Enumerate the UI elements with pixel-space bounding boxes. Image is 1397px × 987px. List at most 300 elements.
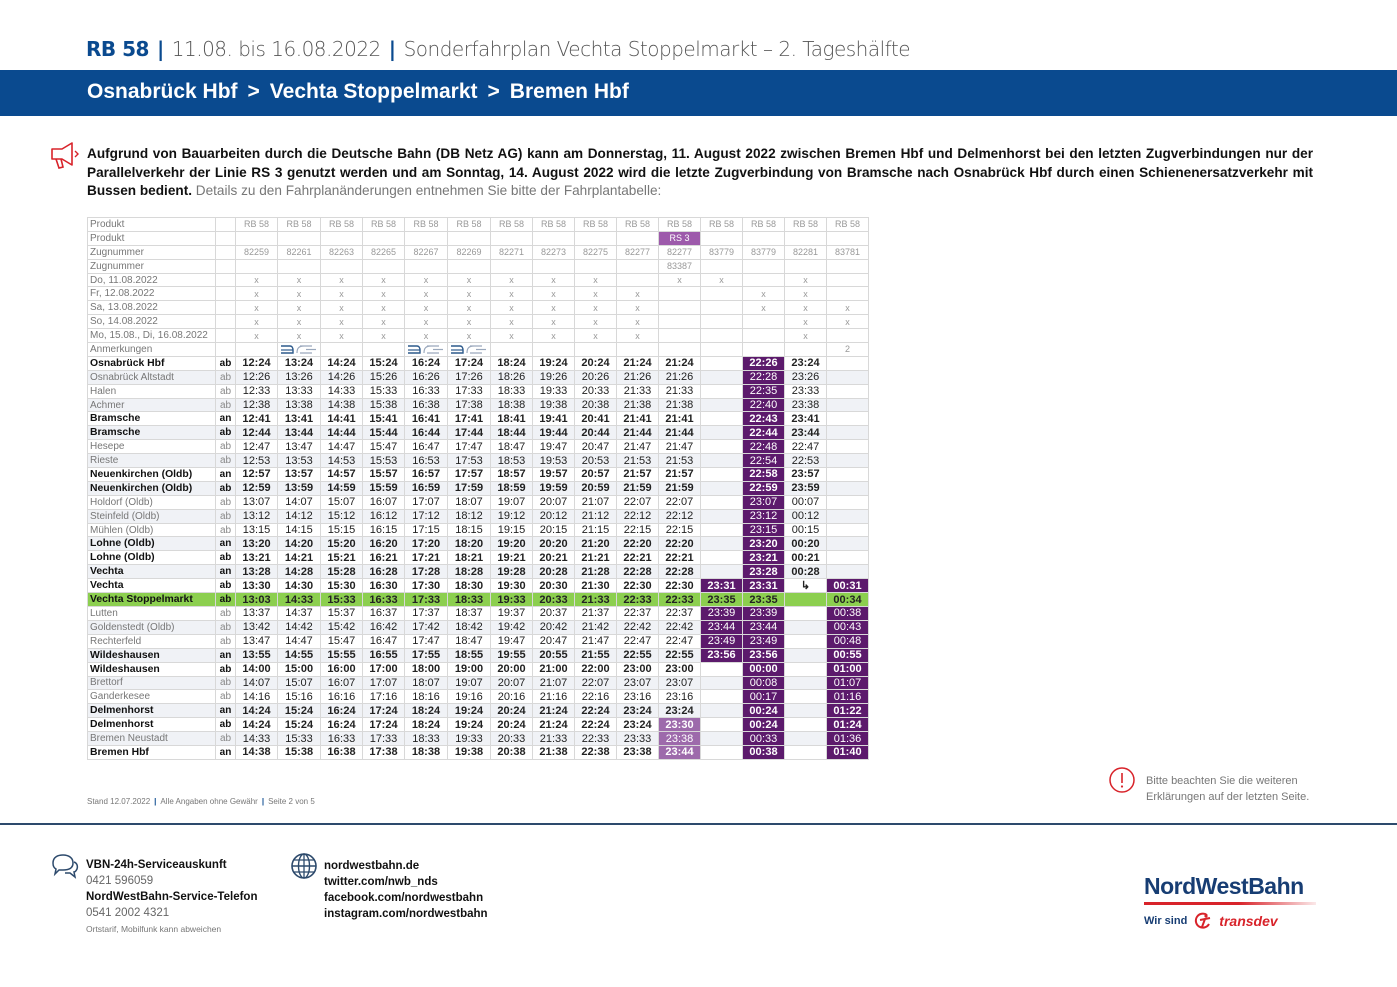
- meta-cell: x: [617, 329, 659, 343]
- time-cell: 19:33: [448, 732, 491, 746]
- link-website[interactable]: nordwestbahn.de: [324, 860, 420, 872]
- meta-cell: x: [491, 301, 533, 315]
- meta-cell: 2: [827, 343, 869, 357]
- time-cell: 23:24: [785, 356, 827, 370]
- stop-row: [88, 412, 869, 426]
- time-cell: 14:07: [236, 676, 278, 690]
- arr-dep-flag: ab: [216, 607, 236, 621]
- stop-name: Bremen Hbf: [88, 745, 216, 759]
- stop-row: [88, 398, 869, 412]
- time-cell: 23:56: [743, 648, 785, 662]
- meta-cell: [575, 343, 617, 357]
- stop-name: Vechta Stoppelmarkt: [88, 593, 216, 607]
- dir-cell: [216, 315, 236, 329]
- stop-name: Ganderkesee: [88, 690, 216, 704]
- meta-cell: x: [448, 287, 491, 301]
- time-cell: 00:08: [743, 676, 785, 690]
- time-cell: 23:56: [701, 648, 743, 662]
- meta-cell: RB 58: [617, 218, 659, 232]
- time-cell: 16:07: [321, 676, 363, 690]
- dir-cell: [216, 343, 236, 357]
- time-cell: 14:55: [278, 648, 321, 662]
- time-cell: 21:47: [617, 440, 659, 454]
- time-cell: 22:12: [659, 509, 701, 523]
- meta-cell: [236, 343, 278, 357]
- time-cell: 01:40: [827, 745, 869, 759]
- time-cell: [701, 551, 743, 565]
- link-facebook[interactable]: facebook.com/nordwestbahn: [324, 892, 484, 904]
- time-cell: 23:38: [617, 745, 659, 759]
- time-cell: [701, 704, 743, 718]
- time-cell: 12:44: [236, 426, 278, 440]
- meta-cell: [448, 231, 491, 245]
- time-cell: 18:59: [491, 481, 533, 495]
- stop-row: [88, 648, 869, 662]
- meta-cell: [278, 231, 321, 245]
- arr-dep-flag: ab: [216, 509, 236, 523]
- time-cell: 01:36: [827, 732, 869, 746]
- meta-cell: RB 58: [363, 218, 405, 232]
- stop-row: [88, 481, 869, 495]
- stop-row: [88, 440, 869, 454]
- time-cell: 18:24: [491, 356, 533, 370]
- meta-cell: x: [321, 287, 363, 301]
- time-cell: 20:33: [491, 732, 533, 746]
- time-cell: 14:33: [236, 732, 278, 746]
- time-cell: 20:15: [533, 523, 575, 537]
- disclaimer: Alle Angaben ohne Gewähr: [160, 797, 258, 806]
- route-arrow: >: [247, 80, 260, 103]
- time-cell: 13:41: [278, 412, 321, 426]
- stop-row: [88, 356, 869, 370]
- time-cell: 21:24: [617, 356, 659, 370]
- time-cell: 22:07: [617, 495, 659, 509]
- meta-cell: x: [405, 329, 448, 343]
- row-label: Mo, 15.08., Di, 16.08.2022: [88, 329, 216, 343]
- stop-name: Delmenhorst: [88, 718, 216, 732]
- time-cell: 17:42: [405, 620, 448, 634]
- service-phone[interactable]: 0541 2002 4321: [86, 907, 170, 919]
- time-cell: 00:20: [785, 537, 827, 551]
- meta-cell: RB 58: [575, 218, 617, 232]
- time-cell: 13:57: [278, 468, 321, 482]
- meta-cell: RB 58: [321, 218, 363, 232]
- time-cell: 12:53: [236, 454, 278, 468]
- time-cell: 17:00: [363, 662, 405, 676]
- time-cell: 15:24: [278, 704, 321, 718]
- time-cell: 23:49: [743, 634, 785, 648]
- meta-cell: [321, 259, 363, 273]
- meta-row: [88, 315, 869, 329]
- time-cell: 00:28: [785, 565, 827, 579]
- time-cell: 21:41: [617, 412, 659, 426]
- meta-cell: x: [491, 287, 533, 301]
- time-cell: 22:55: [617, 648, 659, 662]
- row-label: Produkt: [88, 218, 216, 232]
- time-cell: 16:20: [363, 537, 405, 551]
- meta-cell: [491, 343, 533, 357]
- time-cell: 14:53: [321, 454, 363, 468]
- stop-name: Lohne (Oldb): [88, 551, 216, 565]
- arr-dep-flag: an: [216, 648, 236, 662]
- time-cell: 00:43: [827, 620, 869, 634]
- time-cell: 21:41: [659, 412, 701, 426]
- stop-name: Brettorf: [88, 676, 216, 690]
- meta-separator: |: [261, 797, 265, 806]
- time-cell: [701, 412, 743, 426]
- time-cell: 14:37: [278, 607, 321, 621]
- time-cell: 15:42: [321, 620, 363, 634]
- time-cell: 20:26: [575, 370, 617, 384]
- time-cell: 13:38: [278, 398, 321, 412]
- time-cell: 22:15: [659, 523, 701, 537]
- meta-cell: x: [575, 315, 617, 329]
- notice-text: Aufgrund von Bauarbeiten durch die Deutsche Bahn (DB Netz AG) kann am Donnerstag, 11. August 2022 zwischen Bremen Hbf und Delmenhorst bei den letzten Zugverbindungen nur der Parallelverkehr der Linie RS 3 genutzt werden und am Sonntag, 14. August 2022 wird die letzte Zugverbindung von Bramsche nach Osnabrück Hbf durch einen Schienenersatzverkehr mit Bussen bedient.: [87, 146, 1313, 198]
- stop-name: Holdorf (Oldb): [88, 495, 216, 509]
- arr-dep-flag: ab: [216, 523, 236, 537]
- arr-dep-flag: ab: [216, 426, 236, 440]
- arr-dep-flag: ab: [216, 620, 236, 634]
- notice-details: Details zu den Fahrplanänderungen entnehmen Sie bitte der Fahrplantabelle:: [195, 183, 662, 198]
- stop-row: [88, 704, 869, 718]
- meta-cell: 83779: [701, 245, 743, 259]
- time-cell: 17:37: [405, 607, 448, 621]
- time-cell: 16:30: [363, 579, 405, 593]
- time-cell: 18:47: [448, 634, 491, 648]
- time-cell: [785, 732, 827, 746]
- time-cell: 00:38: [827, 607, 869, 621]
- time-cell: 00:55: [827, 648, 869, 662]
- time-cell: 17:24: [363, 704, 405, 718]
- stop-name: Wildeshausen: [88, 648, 216, 662]
- time-cell: 21:07: [533, 676, 575, 690]
- time-cell: 15:26: [363, 370, 405, 384]
- logo-partner: transdev: [1219, 913, 1278, 929]
- time-cell: [701, 732, 743, 746]
- time-cell: 16:33: [405, 384, 448, 398]
- time-cell: 23:39: [743, 607, 785, 621]
- time-cell: 22:37: [617, 607, 659, 621]
- time-cell: 20:28: [533, 565, 575, 579]
- time-cell: [827, 509, 869, 523]
- time-cell: 23:33: [617, 732, 659, 746]
- route-via: Vechta Stoppelmarkt: [269, 80, 478, 103]
- time-cell: 16:00: [321, 662, 363, 676]
- time-cell: 22:55: [659, 648, 701, 662]
- stop-row: [88, 634, 869, 648]
- time-cell: [827, 565, 869, 579]
- time-cell: [827, 426, 869, 440]
- meta-cell: [701, 329, 743, 343]
- time-cell: 22:54: [743, 454, 785, 468]
- time-cell: 16:21: [363, 551, 405, 565]
- meta-cell: x: [785, 315, 827, 329]
- meta-cell: 82277: [617, 245, 659, 259]
- meta-cell: [743, 259, 785, 273]
- service-phone[interactable]: 0421 596059: [86, 875, 154, 887]
- meta-cell: x: [659, 273, 701, 287]
- time-cell: 23:00: [659, 662, 701, 676]
- arr-dep-flag: ab: [216, 551, 236, 565]
- meta-cell: [827, 273, 869, 287]
- stop-name: Rechterfeld: [88, 634, 216, 648]
- time-cell: 21:47: [575, 634, 617, 648]
- time-cell: 19:30: [491, 579, 533, 593]
- time-cell: 16:55: [363, 648, 405, 662]
- meta-cell: RS 3: [659, 231, 701, 245]
- stop-row: [88, 662, 869, 676]
- time-cell: 19:37: [491, 607, 533, 621]
- time-cell: [785, 704, 827, 718]
- time-cell: 21:57: [617, 468, 659, 482]
- meta-cell: x: [405, 315, 448, 329]
- stop-name: Osnabrück Hbf: [88, 356, 216, 370]
- time-cell: [827, 523, 869, 537]
- time-cell: 15:24: [363, 356, 405, 370]
- time-cell: 22:15: [617, 523, 659, 537]
- meta-cell: RB 58: [827, 218, 869, 232]
- stop-row: [88, 565, 869, 579]
- time-cell: 16:24: [321, 704, 363, 718]
- time-cell: 18:28: [448, 565, 491, 579]
- time-cell: [827, 398, 869, 412]
- time-cell: 19:33: [491, 593, 533, 607]
- stop-row: [88, 718, 869, 732]
- meta-cell: x: [405, 287, 448, 301]
- meta-cell: [617, 273, 659, 287]
- time-cell: 12:26: [236, 370, 278, 384]
- time-cell: 22:47: [785, 440, 827, 454]
- arr-dep-flag: ab: [216, 384, 236, 398]
- time-cell: 14:15: [278, 523, 321, 537]
- time-cell: 22:12: [617, 509, 659, 523]
- meta-cell: [533, 343, 575, 357]
- meta-cell: [659, 301, 701, 315]
- meta-row: [88, 343, 869, 357]
- time-cell: 20:20: [533, 537, 575, 551]
- stop-name: Achmer: [88, 398, 216, 412]
- meta-cell: x: [363, 315, 405, 329]
- construction-notice: [87, 145, 1313, 201]
- bus-bike-icon: [278, 343, 321, 357]
- time-cell: 23:44: [659, 745, 701, 759]
- time-cell: [827, 384, 869, 398]
- time-cell: 12:41: [236, 412, 278, 426]
- time-cell: 21:33: [659, 384, 701, 398]
- time-cell: [701, 481, 743, 495]
- time-cell: 17:57: [448, 468, 491, 482]
- time-cell: 18:53: [491, 454, 533, 468]
- meta-cell: [448, 259, 491, 273]
- time-cell: [701, 690, 743, 704]
- meta-cell: [278, 259, 321, 273]
- time-cell: 01:16: [827, 690, 869, 704]
- time-cell: 16:47: [405, 440, 448, 454]
- meta-cell: [827, 231, 869, 245]
- chat-bubbles-icon: [50, 852, 80, 882]
- row-label: Anmerkungen: [88, 343, 216, 357]
- meta-cell: x: [405, 301, 448, 315]
- link-instagram[interactable]: instagram.com/nordwestbahn: [324, 908, 488, 920]
- time-cell: 23:16: [617, 690, 659, 704]
- time-cell: [701, 745, 743, 759]
- meta-cell: 82275: [575, 245, 617, 259]
- stop-name: Mühlen (Oldb): [88, 523, 216, 537]
- time-cell: 20:42: [533, 620, 575, 634]
- time-cell: 23:15: [743, 523, 785, 537]
- time-cell: 16:24: [321, 718, 363, 732]
- arr-dep-flag: an: [216, 704, 236, 718]
- meta-cell: [701, 231, 743, 245]
- time-cell: 20:21: [533, 551, 575, 565]
- time-cell: 18:24: [405, 718, 448, 732]
- time-cell: 16:42: [363, 620, 405, 634]
- time-cell: 14:33: [321, 384, 363, 398]
- time-cell: 23:30: [659, 718, 701, 732]
- meta-cell: [617, 343, 659, 357]
- time-cell: 13:07: [236, 495, 278, 509]
- time-cell: 13:47: [236, 634, 278, 648]
- time-cell: [701, 440, 743, 454]
- time-cell: 22:40: [743, 398, 785, 412]
- time-cell: 17:53: [448, 454, 491, 468]
- stop-row: [88, 745, 869, 759]
- time-cell: 20:33: [575, 384, 617, 398]
- stop-row: [88, 690, 869, 704]
- meta-cell: x: [785, 287, 827, 301]
- time-cell: 15:38: [363, 398, 405, 412]
- logo-tagline: [1144, 912, 1324, 930]
- time-cell: 19:24: [448, 704, 491, 718]
- meta-cell: [743, 329, 785, 343]
- time-cell: 23:24: [617, 718, 659, 732]
- time-cell: [785, 648, 827, 662]
- meta-cell: [405, 231, 448, 245]
- time-cell: [701, 509, 743, 523]
- time-cell: 23:07: [743, 495, 785, 509]
- meta-cell: x: [448, 273, 491, 287]
- time-cell: [827, 468, 869, 482]
- time-cell: 18:47: [491, 440, 533, 454]
- meta-cell: 82265: [363, 245, 405, 259]
- arr-dep-flag: an: [216, 565, 236, 579]
- route-banner: [0, 70, 1397, 116]
- meta-cell: x: [575, 329, 617, 343]
- meta-cell: x: [363, 329, 405, 343]
- time-cell: 21:55: [575, 648, 617, 662]
- web-links: [324, 858, 488, 922]
- time-cell: 17:44: [448, 426, 491, 440]
- time-cell: 21:30: [575, 579, 617, 593]
- meta-cell: [701, 343, 743, 357]
- arr-dep-flag: ab: [216, 676, 236, 690]
- row-label: Zugnummer: [88, 245, 216, 259]
- stop-row: [88, 676, 869, 690]
- time-cell: [701, 495, 743, 509]
- time-cell: 17:24: [448, 356, 491, 370]
- time-cell: 17:47: [448, 440, 491, 454]
- nordwestbahn-logo: [1144, 873, 1324, 943]
- time-cell: 20:24: [491, 718, 533, 732]
- meta-cell: [321, 343, 363, 357]
- time-cell: ↳: [785, 579, 827, 593]
- service-title: VBN-24h-Serviceauskunft: [86, 859, 227, 871]
- dir-cell: [216, 245, 236, 259]
- meta-cell: [701, 287, 743, 301]
- time-cell: [701, 398, 743, 412]
- time-cell: 15:47: [363, 440, 405, 454]
- time-cell: 16:47: [363, 634, 405, 648]
- document-meta: [87, 797, 315, 806]
- meta-cell: x: [491, 315, 533, 329]
- time-cell: 20:24: [575, 356, 617, 370]
- hint-line: Erklärungen auf der letzten Seite.: [1146, 791, 1310, 803]
- meta-cell: 82277: [659, 245, 701, 259]
- link-twitter[interactable]: twitter.com/nwb_nds: [324, 876, 438, 888]
- time-cell: 00:24: [743, 718, 785, 732]
- arr-dep-flag: an: [216, 537, 236, 551]
- time-cell: 20:07: [491, 676, 533, 690]
- time-cell: 17:47: [405, 634, 448, 648]
- page-number: Seite 2 von 5: [268, 797, 315, 806]
- time-cell: 15:53: [363, 454, 405, 468]
- time-cell: 13:24: [278, 356, 321, 370]
- arr-dep-flag: ab: [216, 440, 236, 454]
- time-cell: 21:44: [617, 426, 659, 440]
- time-cell: 22:33: [659, 593, 701, 607]
- arr-dep-flag: ab: [216, 398, 236, 412]
- dir-cell: [216, 231, 236, 245]
- time-cell: 15:21: [321, 551, 363, 565]
- stop-name: Lohne (Oldb): [88, 537, 216, 551]
- time-cell: 18:33: [448, 593, 491, 607]
- transdev-icon: [1193, 912, 1213, 930]
- time-cell: 14:00: [236, 662, 278, 676]
- meta-cell: x: [278, 301, 321, 315]
- time-cell: 20:53: [575, 454, 617, 468]
- time-cell: 13:30: [236, 579, 278, 593]
- meta-cell: x: [701, 273, 743, 287]
- time-cell: 23:35: [701, 593, 743, 607]
- time-cell: 17:07: [405, 495, 448, 509]
- bus-bike-icon: [448, 343, 491, 357]
- time-cell: 14:47: [278, 634, 321, 648]
- route-line: [87, 80, 629, 104]
- time-cell: 18:57: [491, 468, 533, 482]
- time-cell: 17:33: [363, 732, 405, 746]
- meta-cell: [701, 315, 743, 329]
- meta-cell: 82281: [785, 245, 827, 259]
- stop-name: Lutten: [88, 607, 216, 621]
- time-cell: [785, 634, 827, 648]
- time-cell: 14:24: [236, 704, 278, 718]
- time-cell: 22:35: [743, 384, 785, 398]
- dir-cell: [216, 218, 236, 232]
- meta-cell: x: [278, 273, 321, 287]
- time-cell: 15:59: [363, 481, 405, 495]
- time-cell: 20:30: [533, 579, 575, 593]
- time-cell: 16:38: [321, 745, 363, 759]
- header-separator: |: [156, 37, 164, 61]
- time-cell: [701, 468, 743, 482]
- time-cell: 18:26: [491, 370, 533, 384]
- time-cell: 22:20: [659, 537, 701, 551]
- meta-cell: [659, 287, 701, 301]
- arr-dep-flag: ab: [216, 690, 236, 704]
- time-cell: 22:30: [659, 579, 701, 593]
- stop-row: [88, 537, 869, 551]
- time-cell: 16:44: [405, 426, 448, 440]
